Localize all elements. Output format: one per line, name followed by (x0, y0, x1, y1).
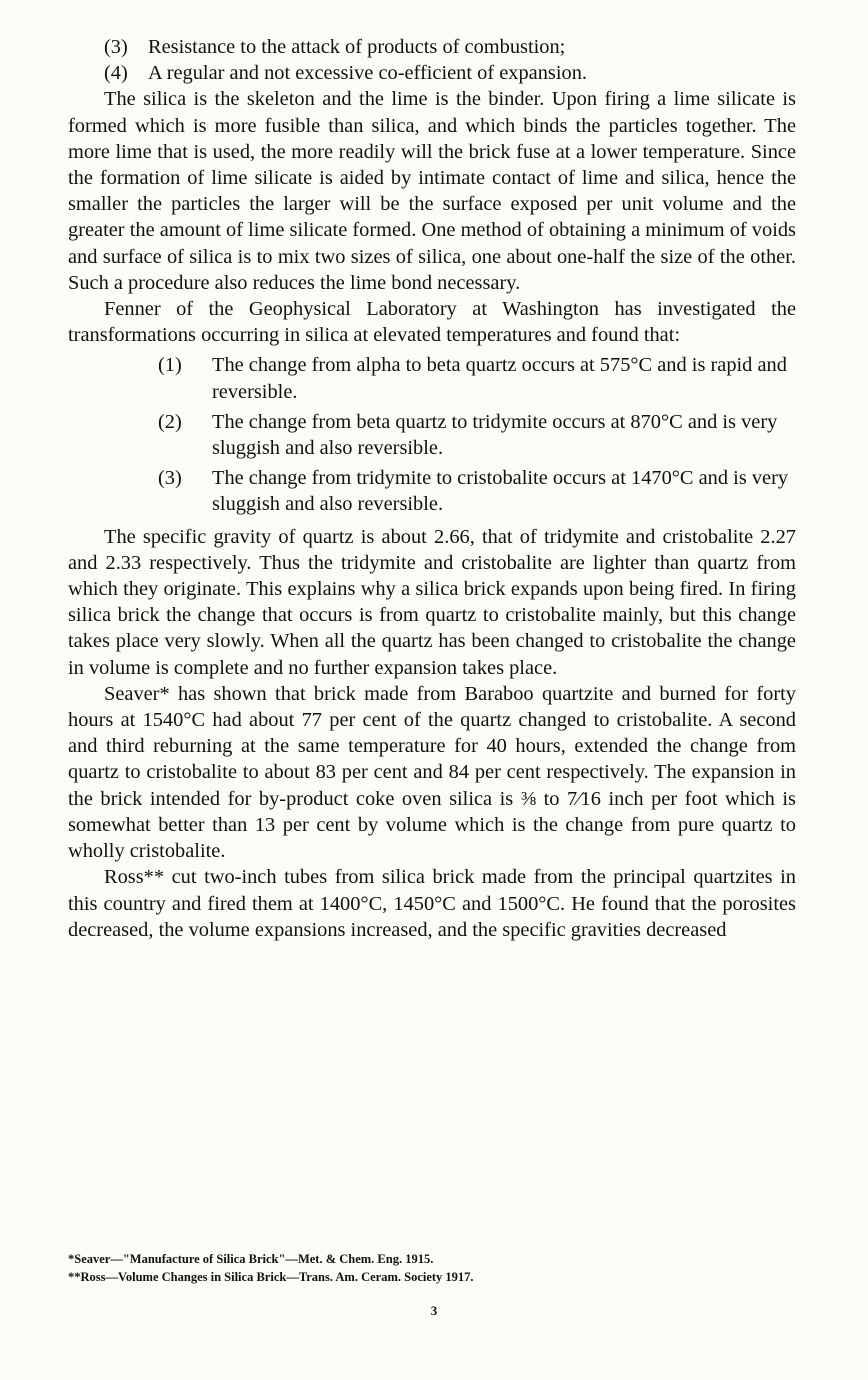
footnotes (68, 1250, 788, 1286)
finding-number: (1) (158, 354, 182, 377)
finding-item (104, 465, 796, 517)
list-item (104, 34, 796, 60)
paragraph-fenner: Fenner of the Geophysical Laboratory at Washington has investigated the transformations occurring in silica at elevated temperatures and found that: (68, 298, 796, 347)
item-number: (3) (104, 36, 128, 58)
finding-text: The change from alpha to beta quartz occurs at 575°C and is rapid and reversible. (212, 354, 787, 403)
item-number: (4) (104, 62, 128, 85)
finding-text: The change from beta quartz to tridymite occurs at 870°C and is very sluggish and also reversible. (212, 410, 778, 460)
item-text: Resistance to the attack of products of combustion; (148, 36, 566, 58)
finding-number: (2) (158, 410, 182, 433)
finding-text: The change from tridymite to cristobalite occurs at 1470°C and is very sluggish and also reversible. (212, 467, 789, 516)
findings-list (68, 352, 796, 517)
finding-item (104, 352, 796, 404)
finding-item (104, 409, 796, 461)
paragraph-seaver: Seaver* has shown that brick made from Baraboo quartzite and burned for forty hours at 1540°C had about 77 per cent of the quartz changed to cristobalite. A second and third reburning at the same temperature for 40 hours, extended the change from quartz to cristobalite to about 83 per cent and 84 per cent respectively. The expansion in the brick intended for by-product coke oven silica is ⅜ to 7⁄16 inch per foot which is somewhat better than 13 per cent by volume which is the change from pure quartz to wholly cristobalite. (68, 682, 796, 863)
page-number: 3 (430, 1303, 438, 1318)
paragraph-specific-gravity: The specific gravity of quartz is about 2.66, that of tridymite and cristobalite 2.27 and 2.33 respectively. Thus the tridymite and cristobalite are lighter than quartz from which they originate. This explains why a silica brick expands upon being fired. In firing silica brick the change that occurs is from quartz to cristobalite mainly, but this change takes place very slowly. When all the quartz has been changed to cristobalite the change in volume is complete and no further expansion takes place. (68, 525, 796, 679)
finding-number: (3) (158, 467, 182, 490)
list-item (104, 60, 796, 86)
body-text (68, 34, 796, 943)
paragraph-ross: Ross** cut two-inch tubes from silica brick made from the principal quartzites in this country and fired them at 1400°C, 1450°C and 1500°C. He found that the porosites decreased, the volume expansions increased, and the specific gravities decreased (68, 866, 796, 941)
item-text: A regular and not excessive co-efficient of expansion. (148, 62, 587, 85)
footnote-ross: **Ross—Volume Changes in Silica Brick—Trans. Am. Ceram. Society 1917. (68, 1270, 474, 1284)
footnote-seaver: *Seaver—"Manufacture of Silica Brick"—Met. & Chem. Eng. 1915. (68, 1252, 434, 1266)
paragraph-silica-binder: The silica is the skeleton and the lime is the binder. Upon firing a lime silicate is formed which is more fusible than silica, and which binds the particles together. The more lime that is used, the more readily will the brick fuse at a lower temperature. Since the formation of lime silicate is aided by intimate contact of lime and silica, hence the smaller the particles the larger will be the surface exposed per unit volume and the greater the amount of lime silicate formed. One method of obtaining a minimum of voids and surface of silica is to mix two sizes of silica, one about one-half the size of the other. Such a procedure also reduces the lime bond necessary. (68, 88, 796, 294)
